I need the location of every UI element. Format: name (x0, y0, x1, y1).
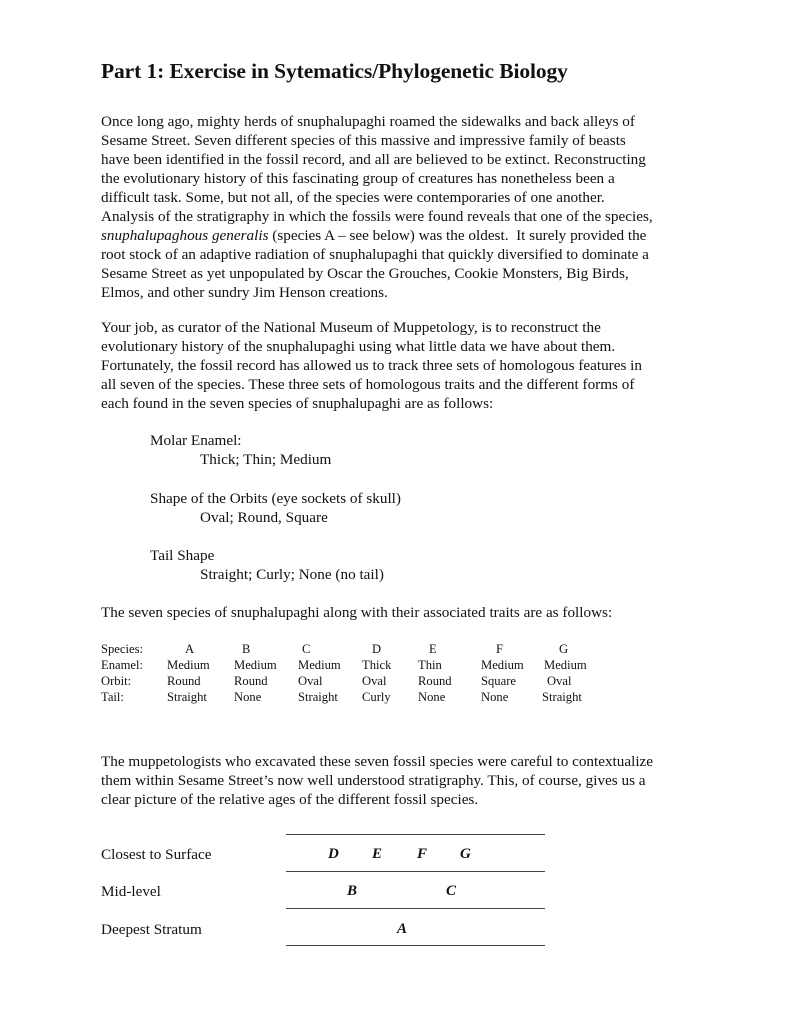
cell-enamel: Thin (418, 658, 442, 672)
cell-enamel: Medium (544, 658, 587, 672)
cell-enamel: Medium (298, 658, 341, 672)
text-line: The muppetologists who excavated these seven fossil species were careful to contextualize (101, 753, 654, 770)
trait-orbit-shape (150, 489, 401, 527)
stratum-divider (286, 871, 545, 872)
row-label-tail: Tail: (101, 690, 124, 704)
species-header-b: B (242, 642, 251, 656)
trait-name: Tail Shape (150, 547, 215, 564)
text-line: each found in the seven species of snuphalupaghi are as follows: (101, 395, 494, 412)
species-header-e: E (429, 642, 437, 656)
text-line: clear picture of the relative ages of the different fossil species. (101, 791, 479, 808)
text-line: them within Sesame Street’s now well understood stratigraphy. This, of course, gives us a (101, 772, 646, 789)
text-line (101, 226, 721, 245)
cell-tail: None (234, 690, 262, 704)
text-line: Sesame Street as yet unpopulated by Oscar the Grouches, Cookie Monsters, Big Birds, (101, 265, 629, 282)
cell-enamel: Thick (362, 658, 392, 672)
stratum-species-f: F (417, 846, 428, 862)
trait-tail-shape (150, 546, 384, 584)
page-title: Part 1: Exercise in Sytematics/Phylogenetic Biology (101, 59, 568, 83)
stratum-label-surface: Closest to Surface (101, 846, 212, 863)
text-line: The seven species of snuphalupaghi along with their associated traits are as follows: (101, 604, 613, 621)
species-header-g: G (559, 642, 569, 656)
text-line: Sesame Street. Seven different species of this massive and impressive family of beasts (101, 132, 626, 149)
stratum-species-d: D (328, 846, 339, 862)
cell-tail: Straight (167, 690, 207, 704)
trait-name: Shape of the Orbits (eye sockets of skull) (150, 490, 401, 507)
text-line: Your job, as curator of the National Museum of Muppetology, is to reconstruct the (101, 319, 601, 336)
text-line: Analysis of the stratigraphy in which the fossils were found reveals that one of the species, (101, 208, 653, 225)
job-paragraph (101, 318, 721, 413)
stratigraphy-paragraph (101, 752, 721, 809)
cell-orbit: Oval (298, 674, 323, 688)
cell-orbit: Round (234, 674, 268, 688)
cell-orbit: Round (418, 674, 452, 688)
text-fragment: (species A – see below) was the oldest. It surely provided the (268, 227, 647, 244)
trait-options: Straight; Curly; None (no tail) (200, 566, 384, 583)
cell-tail: Straight (298, 690, 338, 704)
species-header-d: D (372, 642, 382, 656)
trait-molar-enamel (150, 431, 331, 469)
stratum-divider (286, 908, 545, 909)
trait-options: Oval; Round, Square (200, 509, 328, 526)
text-line: difficult task. Some, but not all, of the species were contemporaries of one another. (101, 189, 605, 206)
text-line: have been identified in the fossil record, and all are believed to be extinct. Reconstructing (101, 151, 646, 168)
text-line: evolutionary history of the snuphalupaghi using what little data we have about them. (101, 338, 616, 355)
stratum-label-mid: Mid-level (101, 883, 161, 900)
species-header-f: F (496, 642, 504, 656)
stratum-divider (286, 834, 545, 835)
cell-orbit: Oval (362, 674, 387, 688)
cell-orbit: Round (167, 674, 201, 688)
species-header-c: C (302, 642, 311, 656)
species-intro (101, 603, 721, 622)
cell-tail: None (481, 690, 509, 704)
stratum-species-c: C (446, 883, 457, 899)
text-line: all seven of the species. These three sets of homologous traits and the different forms of (101, 376, 635, 393)
species-header-a: A (185, 642, 195, 656)
row-label-species: Species: (101, 642, 143, 656)
text-line: the evolutionary history of this fascinating group of creatures has nonetheless been a (101, 170, 615, 187)
stratum-species-g: G (460, 846, 471, 862)
text-line: root stock of an adaptive radiation of snuphalupaghi that quickly diversified to dominate a (101, 246, 649, 263)
trait-options: Thick; Thin; Medium (200, 451, 332, 468)
cell-enamel: Medium (234, 658, 277, 672)
cell-tail: Straight (542, 690, 582, 704)
cell-orbit: Oval (547, 674, 572, 688)
row-label-enamel: Enamel: (101, 658, 143, 672)
trait-name: Molar Enamel: (150, 432, 242, 449)
text-line: Once long ago, mighty herds of snuphalupaghi roamed the sidewalks and back alleys of (101, 113, 635, 130)
text-line: Elmos, and other sundry Jim Henson creations. (101, 284, 388, 301)
stratum-species-b: B (347, 883, 358, 899)
stratum-divider (286, 945, 545, 946)
cell-enamel: Medium (167, 658, 210, 672)
species-scientific-name: snuphalupaghous generalis (101, 227, 269, 244)
stratum-label-deepest: Deepest Stratum (101, 921, 202, 938)
cell-tail: Curly (362, 690, 391, 704)
text-line: Fortunately, the fossil record has allowed us to track three sets of homologous features in (101, 357, 642, 374)
cell-orbit: Square (481, 674, 516, 688)
stratum-species-a: A (397, 921, 408, 937)
row-label-orbit: Orbit: (101, 674, 132, 688)
intro-paragraph (101, 112, 721, 302)
cell-tail: None (418, 690, 446, 704)
stratum-species-e: E (372, 846, 383, 862)
cell-enamel: Medium (481, 658, 524, 672)
